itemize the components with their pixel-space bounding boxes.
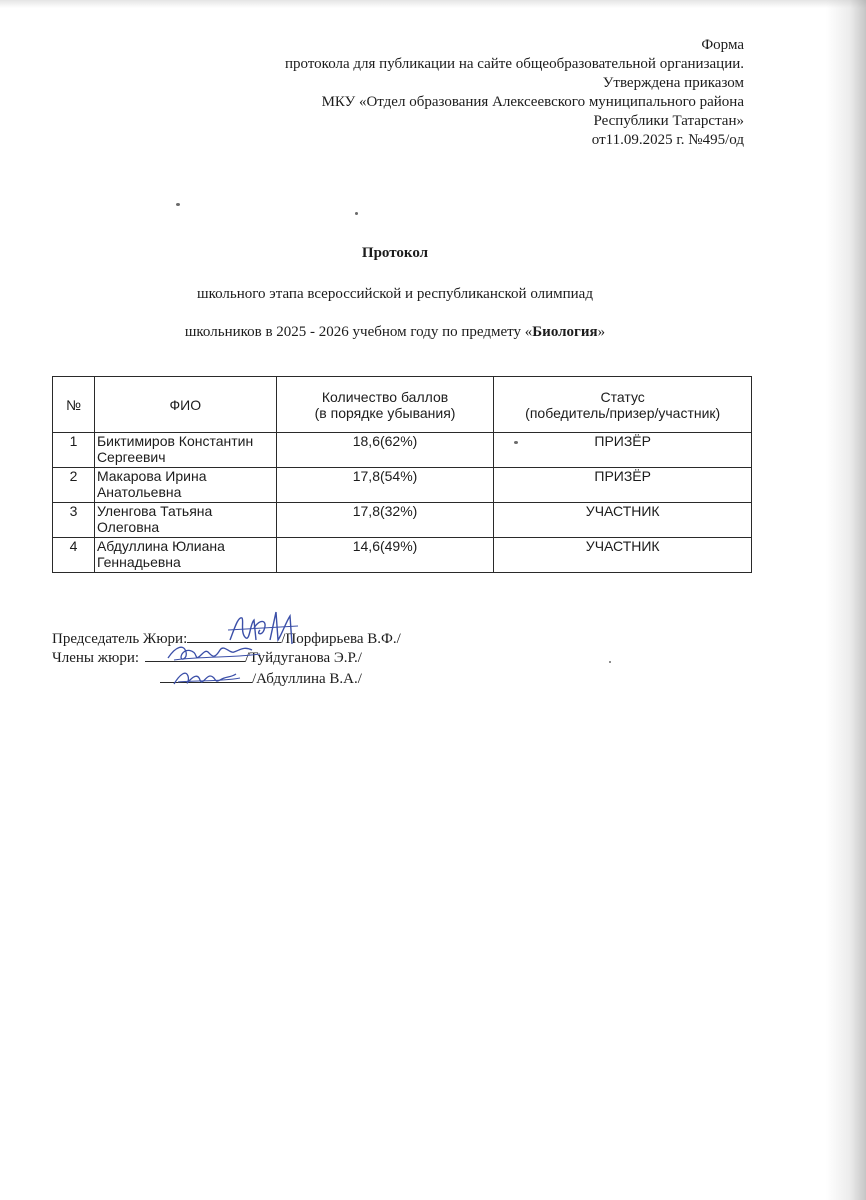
document-title: Протокол [361, 245, 429, 261]
subject-prefix: школьников в 2025 - 2026 учебном году по предмету « [184, 324, 533, 340]
row-score: 17,8(54%) [276, 468, 494, 503]
title-subject-line [0, 324, 790, 341]
row-status: УЧАСТНИК [494, 503, 752, 538]
table-row [53, 503, 752, 538]
header-status-line1: Статус [600, 388, 645, 405]
table-row [53, 468, 752, 503]
results-table [52, 376, 752, 573]
scan-top-shadow [0, 0, 866, 8]
header-score-line2: (в порядке убывания) [314, 404, 456, 421]
table-row [53, 433, 752, 468]
header-num: № [53, 377, 95, 433]
header-line: Форма [701, 37, 744, 53]
chair-label: Председатель Жюри: [52, 631, 188, 647]
subject-suffix: » [597, 324, 606, 340]
row-num: 2 [53, 468, 95, 503]
row-fio: Абдуллина Юлиана Геннадьевна [94, 538, 276, 573]
row-fio: Биктимиров Константин Сергеевич [94, 433, 276, 468]
member1-name: /Туйдуганова Э.Р./ [245, 650, 362, 666]
scan-speck [176, 203, 180, 206]
table-row [53, 538, 752, 573]
scan-speck [609, 661, 611, 663]
member2-name: /Абдуллина В.А./ [252, 671, 362, 687]
table-header-row [53, 377, 752, 433]
row-fio: Макарова Ирина Анатольевна [94, 468, 276, 503]
header-score [276, 377, 494, 433]
member2-signature-icon [170, 666, 242, 692]
document-header [285, 36, 744, 150]
subject-name: Биология [532, 324, 598, 340]
scan-speck [355, 212, 358, 215]
row-fio: Уленгова Татьяна Олеговна [94, 503, 276, 538]
header-line: Республики Татарстан» [593, 113, 744, 129]
row-score: 18,6(62%) [276, 433, 494, 468]
header-fio: ФИО [94, 377, 276, 433]
row-num: 3 [53, 503, 95, 538]
header-score-line1: Количество баллов [321, 388, 449, 405]
row-score: 14,6(49%) [276, 538, 494, 573]
scan-edge-shadow [826, 0, 866, 1200]
row-status: УЧАСТНИК [494, 538, 752, 573]
header-line: от11.09.2025 г. №495/од [591, 132, 744, 148]
members-label: Члены жюри: [52, 650, 140, 666]
title-subline: школьного этапа всероссийской и республиканской олимпиад [197, 286, 593, 302]
header-line: Утверждена приказом [602, 75, 744, 91]
row-status: ПРИЗЁР [494, 468, 752, 503]
row-num: 4 [53, 538, 95, 573]
member1-signature-icon [164, 640, 264, 668]
row-status: ПРИЗЁР [494, 433, 752, 468]
header-line: протокола для публикации на сайте общеобразовательной организации. [285, 56, 744, 72]
row-num: 1 [53, 433, 95, 468]
chair-name: /Порфирьева В.Ф./ [281, 631, 401, 647]
header-status-line2: (победитель/призер/участник) [525, 404, 721, 421]
row-score: 17,8(32%) [276, 503, 494, 538]
header-line: МКУ «Отдел образования Алексеевского муниципального района [321, 94, 744, 110]
header-status [494, 377, 752, 433]
